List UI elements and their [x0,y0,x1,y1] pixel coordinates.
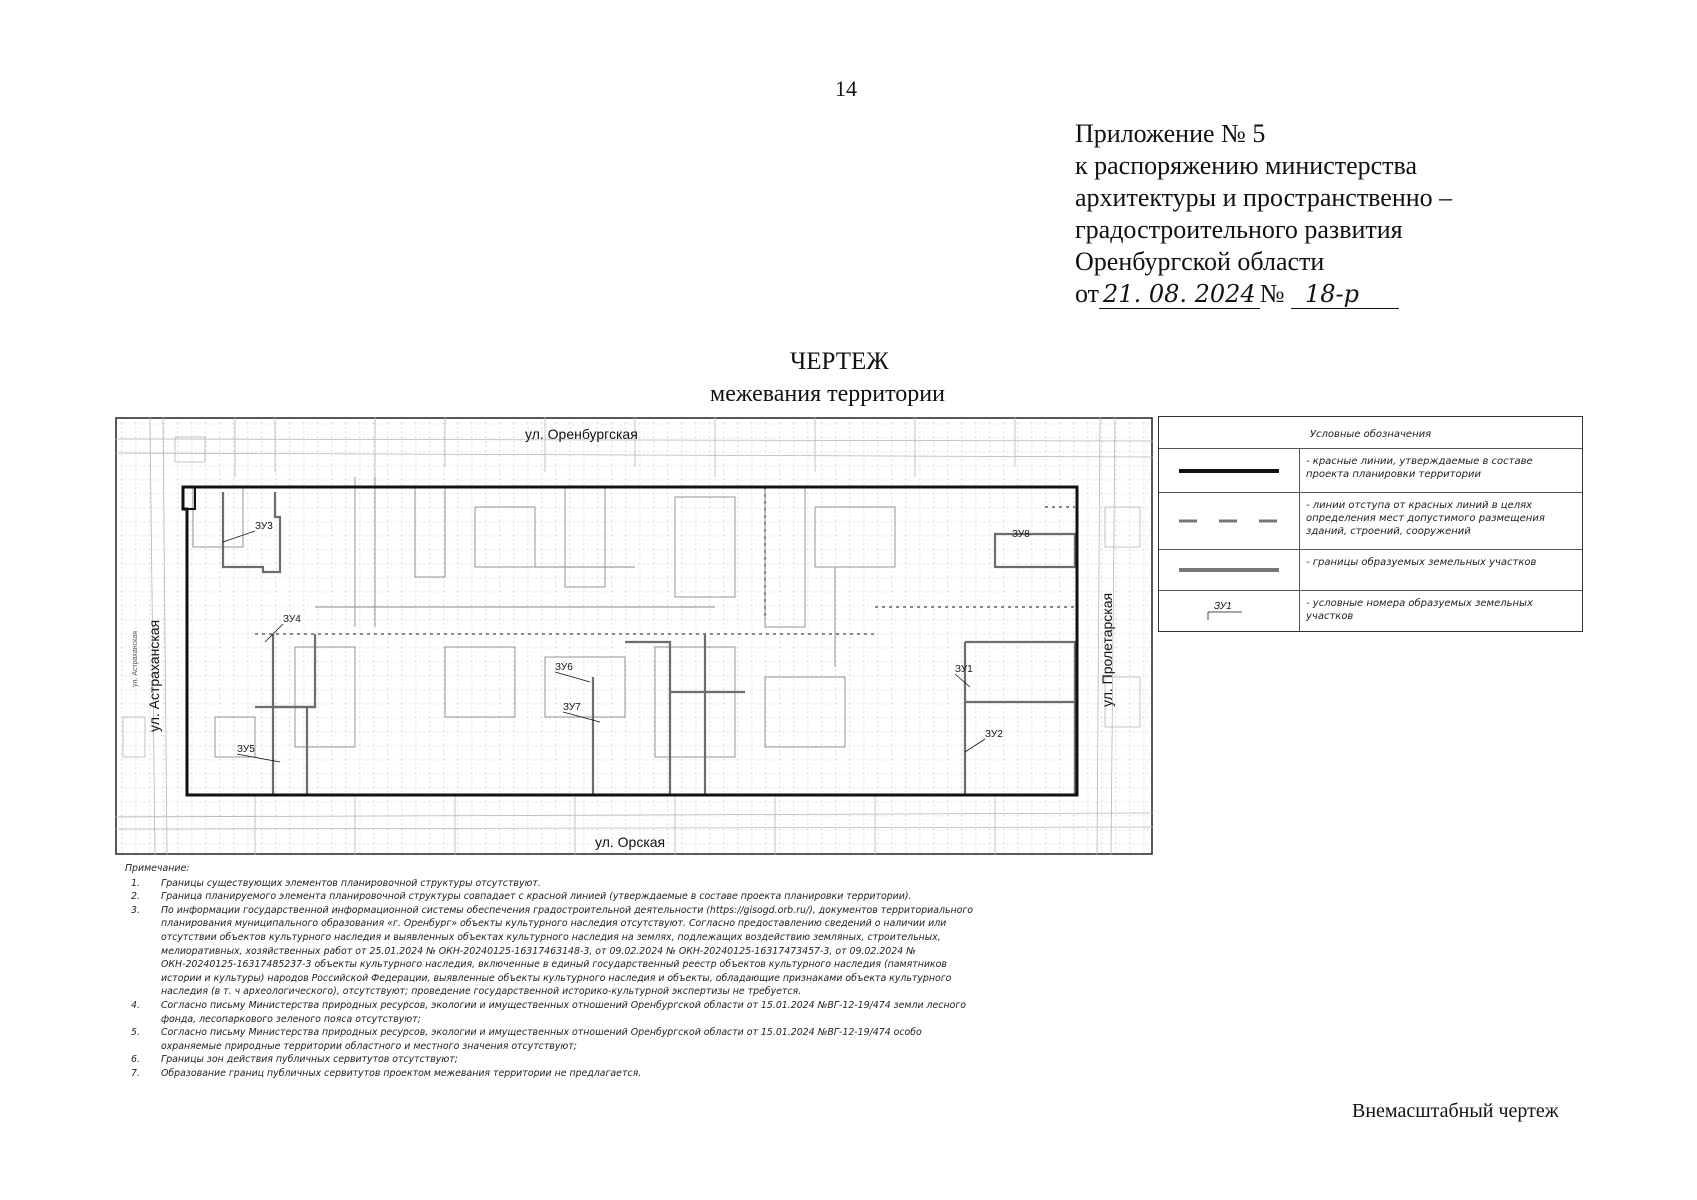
street-label-south: ул. Орская [595,834,666,850]
legend-row [1159,449,1582,493]
legend-symbol-dashed-line [1159,493,1300,549]
note-item: 4. Согласно письму Министерства природных ресурсов, экологии и имущественных отношений Оренбургской области от 15.01.2024 №ВГ-12-19/474 земли лесного фонда, лесопаркового зеленого пояса отсутствуют; [131,999,966,1025]
number-prefix: № [1259,279,1285,308]
plot-label-zu8: ЗУ8 [1012,529,1030,540]
legend-symbol-gray-line [1159,550,1300,590]
legend-plot-label: ЗУ1 [1214,601,1232,612]
legend-symbol-plot-label [1159,591,1300,631]
notes-title: Примечание: [125,863,190,874]
legend-text: - красные линии, утверждаемые в составе проекта планировки территории [1306,456,1533,480]
plot-label-zu2: ЗУ2 [985,729,1003,740]
date-prefix: от [1075,279,1100,308]
appendix-line: архитектуры и пространственно – [1075,183,1453,212]
note-item: 5. Согласно письму Министерства природных ресурсов, экологии и имущественных отношений Оренбургской области от 15.01.2024 №ВГ-12-19/474 особо охраняемые природные территории областного и местного значения отсутствуют; [131,1027,922,1052]
note-item: 6. Границы зон действия публичных сервитутов отсутствуют; [131,1054,458,1066]
plot-label-zu6: ЗУ6 [555,662,573,673]
plot-label-zu4: ЗУ4 [283,614,301,625]
legend-text: - линии отступа от красных линий в целях определения мест допустимого размещения зданий, строений, сооружений [1306,500,1545,537]
drawing-title: ЧЕРТЕЖ [790,348,889,375]
street-label-north: ул. Оренбургская [525,426,638,442]
appendix-line: к распоряжению министерства [1075,151,1418,180]
plot-label-zu7: ЗУ7 [563,702,581,713]
note-item: 3. По информации государственной информационной системы обеспечения градостроительной деятельности (https://gisogd.orb.ru/), документов территориального планирования муниципального образования «г. Оренбург» объекты культурного наследия отсутствуют. Согласно предоставлению сведений о наличии или отсутствии объектов культурного наследия и выявленных объектах культурного наследия на землях, подлежащих воздействию земляных, строительных, мелиоративных, хозяйственных работ от 25.01.2024 № ОКН-20240125-16317463148-3, от 09.02.2024 № ОКН-20240125-16317473457-3, от 09.02.2024 № ОКН-20240125-16317485237-3 объекты культурного наследия, включенные в единый государственный реестр объектов культурного наследия (памятников истории и культуры) народов Российской Федерации, выявленные объекты культурного наследия и объекты, обладающие признаками объекта культурного наследия (в т. ч археологического), отсутствуют; проведение государственной историко-культурной экспертизы не требуется. [131,904,974,998]
legend-header: Условные обозначения [1159,417,1582,449]
legend-text: - условные номера образуемых земельных участков [1306,598,1533,622]
notes-block [125,862,985,1081]
plot-label-zu5: ЗУ5 [237,744,255,755]
legend-row [1159,591,1582,631]
note-item: 7. Образование границ публичных сервитутов проектом межевания территории не предлагается. [131,1067,642,1079]
street-label-west: ул. Астраханская [146,619,162,732]
page-number: 14 [835,76,857,101]
survey-map [115,417,1153,855]
plot-label-zu1: ЗУ1 [955,664,973,675]
legend-row [1159,550,1582,591]
handwritten-date: 21. 08. 2024 [1099,280,1260,309]
handwritten-number: 18-р [1291,280,1399,309]
street-label-west-small: ул. Астраханская [132,630,139,687]
street-label-east: ул. Пролетарская [1099,592,1115,707]
appendix-line: Оренбургской области [1075,247,1325,276]
plot-label-zu3: ЗУ3 [255,521,273,532]
scale-note: Внемасштабный чертеж [1352,1100,1559,1122]
note-item: 1. Границы существующих элементов планировочной структуры отсутствуют. [131,877,541,889]
legend-symbol-red-line [1159,449,1300,492]
appendix-line: градостроительного развития [1075,215,1403,244]
drawing-subtitle: межевания территории [710,381,945,407]
note-item: 2. Граница планируемого элемента планировочной структуры совпадает с красной линией (утверждаемые в составе проекта планировки территории). [131,891,912,903]
appendix-header [1075,118,1452,310]
legend-table [1158,416,1583,632]
legend-row [1159,493,1582,550]
appendix-date-line [1075,278,1452,310]
legend-text: - границы образуемых земельных участков [1306,557,1537,568]
appendix-line: Приложение № 5 [1075,119,1266,148]
